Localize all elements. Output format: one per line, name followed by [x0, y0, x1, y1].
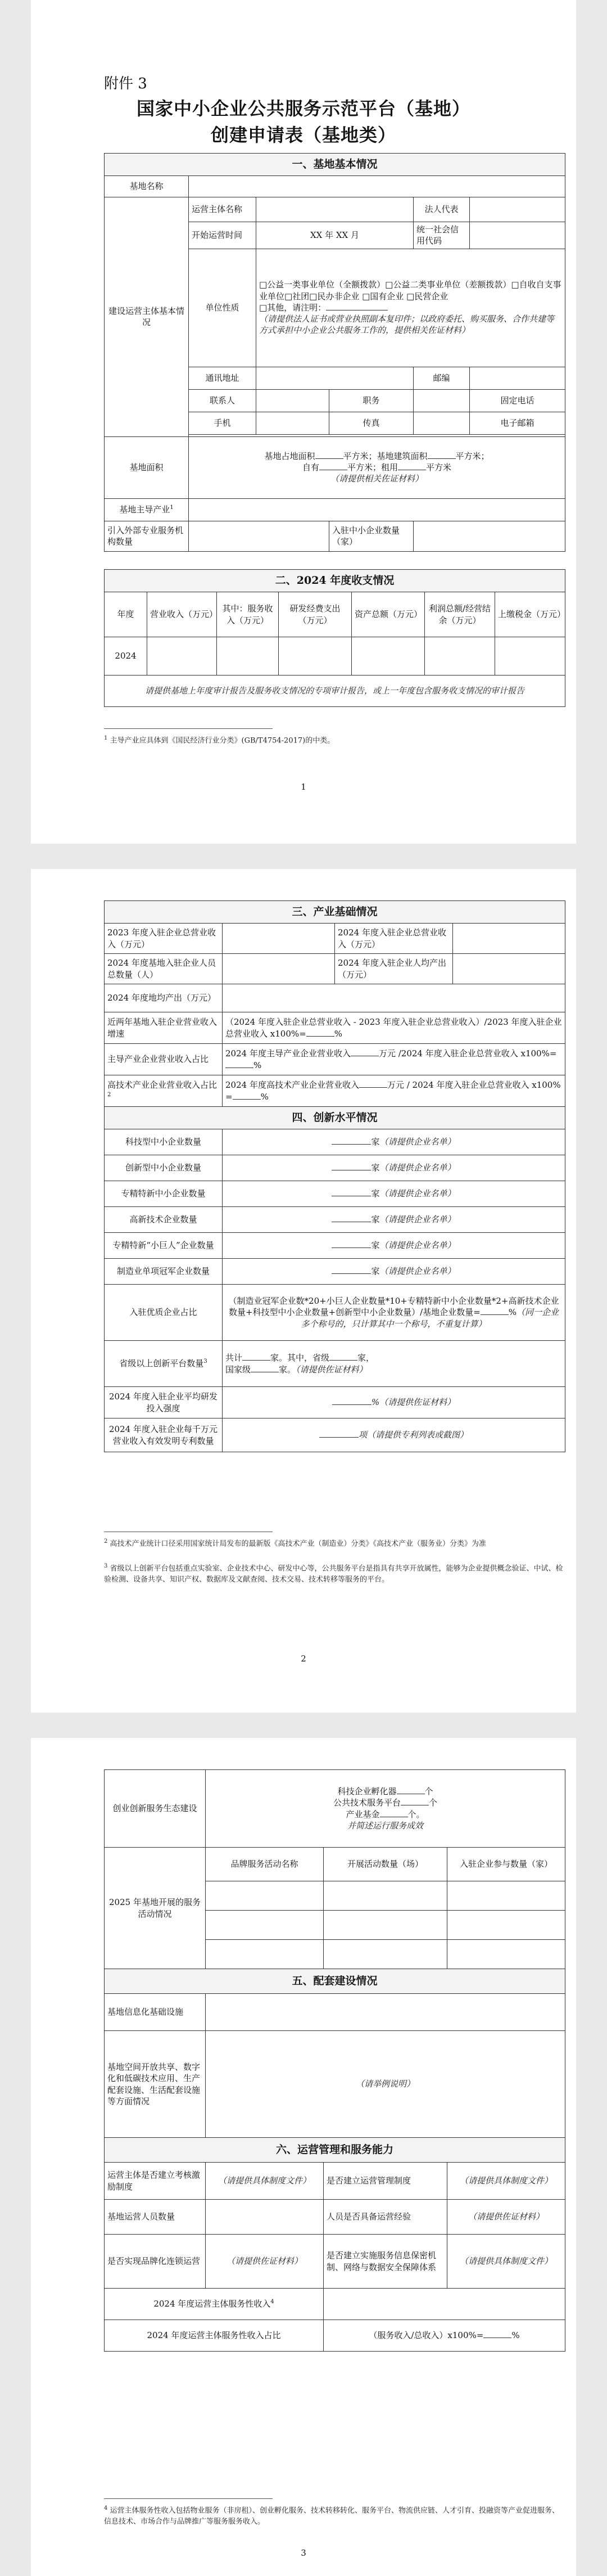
activity-cell[interactable] — [447, 1940, 565, 1969]
main-industry-formula-a: 2024 年度主导产业企业营业收入 — [225, 1048, 351, 1059]
section2-heading: 二、2024 年度收支情况 — [105, 570, 565, 592]
innov-row-note: （请提供企业名单） — [379, 1266, 456, 1277]
unit-nature-options: □公益一类事业单位（全额拨款）□公益二类事业单位（差额拨款）□自收自支事业单位□社团□民办非企业 □国有企业 □民营企业 — [259, 280, 561, 301]
innov-row-label: 高新技术企业数量 — [105, 1207, 223, 1233]
digital-field[interactable] — [206, 1994, 565, 2031]
industry-field[interactable] — [189, 498, 565, 521]
unit-nature-note: （请提供法人证书或营业执照副本复印件；以政府委托、购买服务、合作共建等方式承担中小企业公共服务工作的，提供相关佐证材料） — [259, 314, 555, 336]
area-note: （请提供相关佐证材料） — [330, 474, 424, 484]
area-rent-label: 平方米；租用 — [347, 462, 398, 472]
hightech-label: 高技术产业企业营业收入占比$^2$ — [105, 1075, 223, 1107]
digital-label: 基地信息化基础设施 — [105, 1994, 206, 2031]
service-ratio-cell[interactable]: （服务收入/总收入）x100%= % — [324, 2320, 565, 2352]
main-industry-label: 主导产业企业营业收入占比 — [105, 1044, 223, 1075]
finance-cell[interactable] — [217, 637, 279, 675]
land-output-field[interactable] — [223, 984, 565, 1012]
innov-row-note: （请提供企业名单） — [379, 1163, 456, 1173]
credit-code-label: 统一社会信用代码 — [414, 222, 470, 249]
footnote-2: $^2$ 高技术产业统计口径采用国家统计局发布的最新版《高技术产业（制造业）分类》《高技术产业（服务业）分类》为准 — [104, 1538, 487, 1548]
innov-row-value[interactable] — [223, 1233, 565, 1259]
area-building-label: 平方米；基地建筑面积 — [343, 451, 428, 461]
growth-cell[interactable]: （2024 年度入驻企业总营业收入 - 2023 年度入驻企业总营业收入）/2023 年度入驻企业总营业收入 x100%= % — [223, 1012, 565, 1044]
unit-nature-label: 单位性质 — [189, 249, 256, 367]
hightech-formula-a: 2024 年度高技术产业企业营业收入 — [225, 1080, 359, 1091]
rev2024-field[interactable] — [453, 924, 565, 954]
doc-title-line1: 国家中小企业公共服务示范平台（基地） — [136, 98, 470, 119]
innov-row-label: 制造业单项冠军企业数量 — [105, 1259, 223, 1285]
quality-formula: （制造业冠军企业数*20+小巨人企业数量*10+专精特新中小企业数量*2+高新技术企业数量+科技型中小企业数量+创新型中小企业数量）/基地企业数量= — [228, 1296, 559, 1318]
base-info-table — [104, 153, 565, 552]
platform-province-label: 家。其中，省级 — [270, 1353, 330, 1363]
main-industry-formula-b: 万元 /2024 年度入驻企业总营业收入 x100%= — [378, 1048, 557, 1059]
page-number-1: 1 — [301, 782, 306, 792]
mgmt-note[interactable]: （请提供具体制度文件） — [447, 2163, 565, 2200]
staff-cert-label: 人员是否具备运营经验 — [324, 2200, 447, 2235]
page-number-3: 3 — [301, 2548, 306, 2558]
open-note[interactable]: （请举例说明） — [206, 2031, 565, 2138]
finance-header: 营业收入（万元） — [147, 592, 217, 637]
platform-unit: 家， — [357, 1353, 375, 1363]
innov-row-label: 创新型中小企业数量 — [105, 1155, 223, 1181]
start-time-value[interactable]: XX 年 XX 月 — [256, 222, 414, 249]
innov-row-value[interactable] — [223, 1155, 565, 1181]
ops-staff-field[interactable] — [206, 2200, 324, 2235]
position-field[interactable] — [414, 389, 470, 412]
mgmt-label: 是否建立运营管理制度 — [324, 2163, 447, 2200]
email-label: 电子邮箱 — [470, 412, 565, 434]
platform-unit-2: 家。 — [279, 1364, 296, 1375]
activity-cell[interactable] — [447, 1911, 565, 1940]
attachment-label: 附件 3 — [104, 75, 147, 92]
operator-label: 建设运营主体基本情况 — [105, 197, 189, 437]
start-time-label: 开始运营时间 — [189, 222, 256, 249]
finance-table — [104, 569, 565, 707]
section4-heading: 四、创新水平情况 — [105, 1107, 565, 1129]
finance-cell[interactable] — [425, 637, 495, 675]
postcode-label: 邮编 — [414, 367, 470, 389]
contact-label: 联系人 — [189, 389, 256, 412]
finance-header: 资产总额（万元） — [352, 592, 425, 637]
area-own-label: 自有 — [302, 462, 320, 472]
finance-note: 请提供基地上年度审计报告及服务收支情况的专项审计报告，或上一年度包含服务收支情况的审计报告 — [105, 675, 565, 707]
ecosystem-note: 并简述运行服务成效 — [347, 1820, 423, 1831]
resident-label: 入驻中小企业数量（家） — [329, 521, 414, 551]
section3-heading: 三、产业基础情况 — [105, 901, 565, 924]
industry-label: 基地主导产业$^1$ — [105, 498, 189, 521]
section1-heading: 一、基地基本情况 — [105, 154, 565, 176]
operator-name-label: 运营主体名称 — [189, 197, 256, 222]
hightech-cell[interactable]: 2024 年度高技术产业企业营业收入 万元 / 2024 年度入驻企业总营业收入 x100%= % — [223, 1075, 565, 1107]
quality-note: （同一企业多个称号的，只计算其中一个称号，不重复计算） — [301, 1307, 559, 1329]
rev2024-label: 2024 年度入驻企业总营业收入（万元） — [335, 924, 453, 954]
contact-field[interactable] — [256, 389, 329, 412]
activity-cell[interactable] — [206, 1881, 324, 1911]
innov-row-label: 专精特新中小企业数量 — [105, 1181, 223, 1207]
address-field[interactable] — [256, 367, 414, 389]
ecosystem-cell[interactable] — [206, 1770, 565, 1848]
staff-cert-note[interactable]: （请提供佐证材料） — [447, 2200, 565, 2235]
address-label: 通讯地址 — [189, 367, 256, 389]
finance-header: 利润总额/经营结余（万元） — [425, 592, 495, 637]
base-name-field[interactable] — [189, 176, 565, 197]
activity-cell[interactable] — [324, 1911, 447, 1940]
finance-header: 上缴税金（万元） — [495, 592, 565, 637]
goal-label: 运营主体是否建立考核激励制度 — [105, 2163, 206, 2200]
finance-header: 研发经费支出（万元） — [279, 592, 352, 637]
finance-header: 其中：服务收入（万元） — [217, 592, 279, 637]
land-output-label: 2024 年度地均产出（万元） — [105, 984, 223, 1012]
innov-row-value[interactable] — [223, 1129, 565, 1155]
patent-cell[interactable] — [223, 1418, 565, 1452]
activity-cell[interactable] — [324, 1940, 447, 1969]
credit-code-field[interactable] — [470, 222, 565, 249]
innov-row-value[interactable] — [223, 1207, 565, 1233]
innov-unit: 家 — [371, 1188, 380, 1199]
ops-staff-label: 基地运营人员数量 — [105, 2200, 206, 2235]
unit-nature-cell[interactable] — [256, 249, 565, 367]
legal-rep-field[interactable] — [470, 197, 565, 222]
operator-name-field[interactable] — [256, 197, 414, 222]
security-note[interactable]: （请提供具体制度文件） — [447, 2235, 565, 2289]
innov-unit: 家 — [371, 1163, 380, 1173]
platform-cell[interactable] — [223, 1341, 565, 1387]
activity-cell[interactable] — [206, 1940, 324, 1969]
finance-cell[interactable] — [147, 637, 217, 675]
platform-label: 省级以上创新平台数量$^3$ — [105, 1341, 223, 1387]
tech-platform-unit: 个 — [429, 1798, 438, 1808]
hightech-formula-b: 万元 / 2024 年度入驻企业总营业收入 x100%= — [225, 1080, 561, 1102]
area-unit-2: 平方米 — [426, 462, 452, 472]
growth-formula: （2024 年度入驻企业总营业收入 - 2023 年度入驻企业总营业收入）/2023 年度入驻企业总营业收入 x100%= — [225, 1017, 562, 1039]
activity-header: 品牌服务活动名称 — [206, 1848, 324, 1881]
footnote-1: $^1$ 主导产业应具体到《国民经济行业分类》(GB/T4754-2017)的中类。 — [104, 735, 335, 745]
page-3 — [31, 1738, 576, 2576]
activity-cell[interactable] — [206, 1911, 324, 1940]
innov-row-note: （请提供企业名单） — [379, 1188, 456, 1199]
per-capita-field[interactable] — [453, 954, 565, 984]
ecosystem-label: 创业创新服务生态建设 — [105, 1770, 206, 1848]
staff-field[interactable] — [223, 954, 335, 984]
fund-label: 产业基金 — [346, 1809, 380, 1820]
innov-row-note: （请提供企业名单） — [379, 1240, 456, 1251]
incubator-unit: 个 — [424, 1786, 433, 1796]
patent-value: 项（请提供专利列表或截图） — [359, 1430, 469, 1440]
base-name-label: 基地名称 — [105, 176, 189, 197]
innov-row-value[interactable] — [223, 1259, 565, 1285]
finance-cell[interactable] — [279, 637, 352, 675]
platform-total-label: 共计 — [225, 1353, 243, 1363]
service-table — [104, 1769, 565, 2352]
brand-label: 是否实现品牌化连锁运营 — [105, 2235, 206, 2289]
finance-cell[interactable] — [495, 637, 565, 675]
page-2 — [31, 869, 576, 1713]
page-number-2: 2 — [301, 1654, 306, 1664]
page-1 — [31, 0, 576, 844]
mobile-label: 手机 — [189, 412, 256, 434]
postcode-field[interactable] — [470, 367, 565, 389]
unit-other-label: □其他，请注明： — [259, 302, 327, 313]
section6-heading: 六、运营管理和服务能力 — [105, 2138, 565, 2163]
industry-table — [104, 900, 565, 1452]
tech-platform-label: 公共技术服务平台 — [333, 1798, 401, 1808]
quality-label: 入驻优质企业占比 — [105, 1285, 223, 1341]
innov-row-note: （请提供企业名单） — [379, 1214, 456, 1225]
brand-note[interactable]: （请提供佐证材料） — [206, 2235, 324, 2289]
fax-label: 传真 — [329, 412, 414, 434]
area-label: 基地面积 — [105, 436, 189, 498]
mobile-field[interactable] — [256, 412, 329, 434]
legal-rep-label: 法人代表 — [414, 197, 470, 222]
innov-row-label: 科技型中小企业数量 — [105, 1129, 223, 1155]
footnote-3: $^3$ 省级以上创新平台包括重点实验室、企业技术中心、研发中心等，公共服务平台是指具有共享开放属性，能够为企业提供概念验证、中试、检验检测、设备共享、知识产权、数据库及文献查阅、技术交易、技术转移等服务的平台。 — [104, 1563, 563, 1584]
innov-unit: 家 — [371, 1266, 380, 1277]
activity-cell[interactable] — [447, 1881, 565, 1911]
goal-note[interactable]: （请提供具体制度文件） — [206, 2163, 324, 2200]
finance-cell[interactable] — [352, 637, 425, 675]
staff-label: 2024 年度基地入驻企业人员总数量（人） — [105, 954, 223, 984]
fax-field[interactable] — [414, 412, 470, 434]
innov-unit: 家 — [371, 1214, 380, 1225]
service-income-field[interactable] — [324, 2289, 565, 2320]
section5-heading: 五、配套建设情况 — [105, 1969, 565, 1994]
footnote-4: $^4$ 运营主体服务性收入包括物业服务（非房租）、创业孵化服务、技术转移转化、服务平台、物流供应链、人才引育、投融资等产业促进服务、信息技术、市场合作与品牌推广等服务服务收入。 — [104, 2505, 560, 2527]
security-label: 是否建立实施服务信息保密机制、网络与数据安全保障体系 — [324, 2235, 447, 2289]
innov-row-label: 专精特新“小巨人”企业数量 — [105, 1233, 223, 1259]
main-industry-cell[interactable]: 2024 年度主导产业企业营业收入 万元 /2024 年度入驻企业总营业收入 x100%=% — [223, 1044, 565, 1075]
rd-value: %（请提供佐证材料） — [371, 1397, 456, 1408]
area-unit-1: 平方米； — [455, 451, 490, 461]
rd-label: 2024 年度入驻企业平均研发投入强度 — [105, 1387, 223, 1418]
open-label: 基地空间开放共享、数字化和低碳技术应用、生产配套设施、生活配套设施等方面情况 — [105, 2031, 206, 2138]
position-label: 职务 — [329, 389, 414, 412]
resident-field[interactable] — [414, 521, 565, 551]
rev2023-label: 2023 年度入驻企业总营业收入（万元） — [105, 924, 223, 954]
innov-unit: 家 — [371, 1137, 380, 1147]
platform-national-label: 国家级 — [225, 1364, 251, 1375]
doc-title-line2: 创建申请表（基地类） — [210, 124, 396, 146]
innov-row-note: （请提供企业名单） — [379, 1137, 456, 1147]
finance-header: 年度 — [105, 592, 147, 637]
service-income-label: 2024 年度运营主体服务性收入$^4$ — [105, 2289, 324, 2320]
institutions-field[interactable] — [189, 521, 329, 551]
quality-cell[interactable]: （制造业冠军企业数*20+小巨人企业数量*10+专精特新中小企业数量*2+高新技术企业数量+科技型中小企业数量+创新型中小企业数量）/基地企业数量= %（同一企业多个称号的，只计算其中一个称号，不重复计算） — [223, 1285, 565, 1341]
platform-note: （请提供佐证材料） — [296, 1364, 368, 1375]
finance-year: 2024 — [105, 637, 147, 675]
activity-header: 开展活动数量（场） — [324, 1848, 447, 1881]
per-capita-label: 2024 年度入驻企业人均产出（万元） — [335, 954, 453, 984]
growth-label: 近两年基地入驻企业营业收入增速 — [105, 1012, 223, 1044]
activity-cell[interactable] — [324, 1881, 447, 1911]
fund-unit: 个。 — [407, 1809, 425, 1820]
phone-label: 固定电话 — [470, 389, 565, 412]
area-land-label: 基地占地面积 — [264, 451, 315, 461]
innov-unit: 家 — [371, 1240, 380, 1251]
institutions-label: 引入外部专业服务机构数量 — [105, 521, 189, 551]
rd-cell[interactable] — [223, 1387, 565, 1418]
service-ratio-label: 2024 年度运营主体服务性收入占比 — [105, 2320, 324, 2352]
activity-label: 2025 年基地开展的服务活动情况 — [105, 1848, 206, 1969]
patent-label: 2024 年度入驻企业每千万元营业收入有效发明专利数量 — [105, 1418, 223, 1452]
area-cell[interactable] — [189, 436, 565, 498]
incubator-label: 科技企业孵化器 — [337, 1786, 397, 1796]
innov-row-value[interactable] — [223, 1181, 565, 1207]
rev2023-field[interactable] — [223, 924, 335, 954]
activity-header: 入驻企业参与数量（家） — [447, 1848, 565, 1881]
service-ratio-formula: （服务收入/总收入）x100%= — [369, 2330, 484, 2341]
